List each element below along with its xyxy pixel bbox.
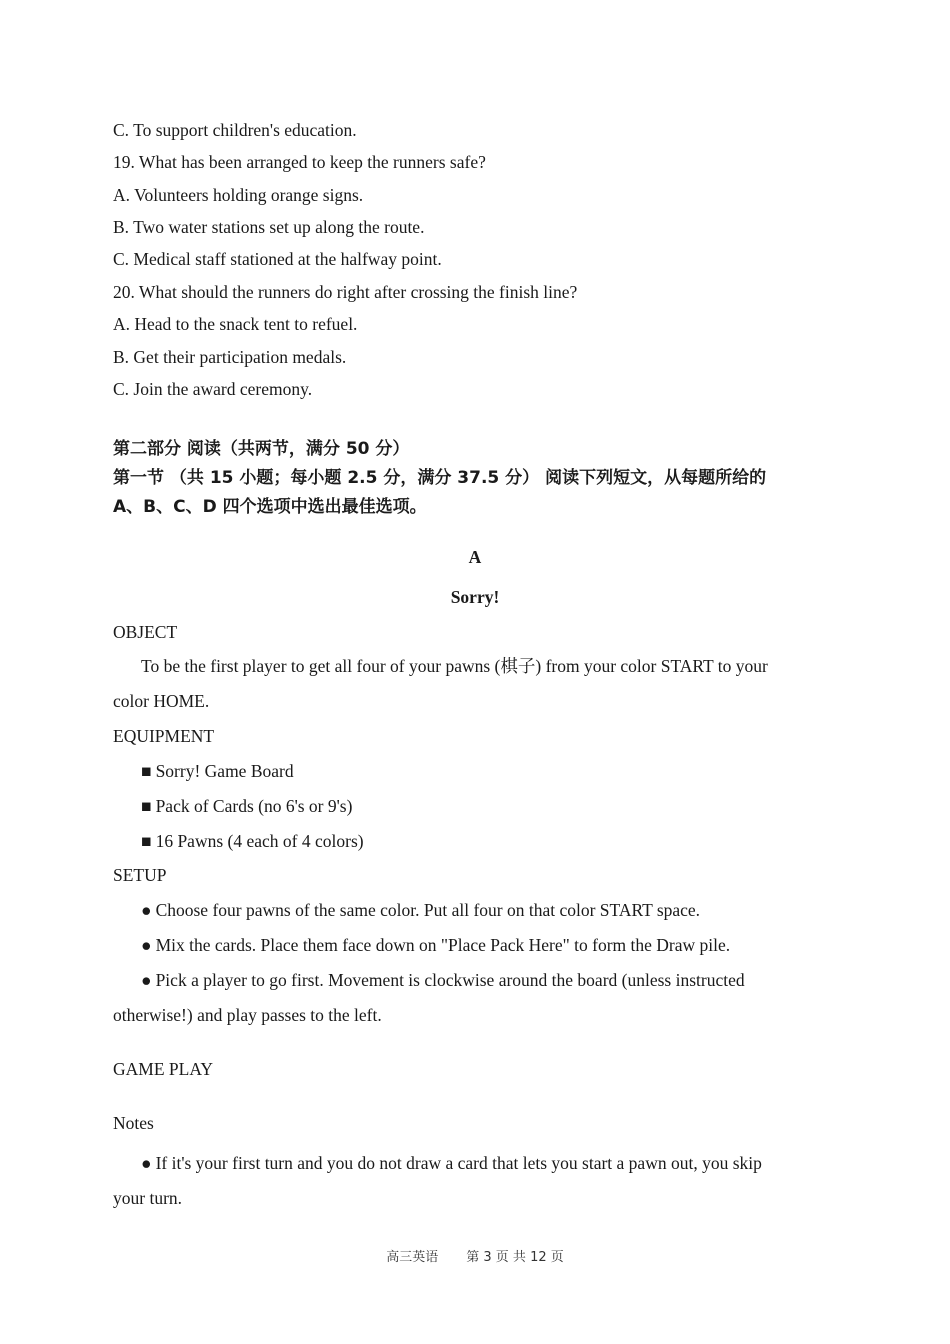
passage-title: Sorry! <box>450 587 500 607</box>
equipment-item-text: Sorry! Game Board <box>155 761 294 781</box>
setup-item-text: Pick a player to go first. Movement is clockwise around the board (unless instructed <box>155 970 745 990</box>
option-18-c: C. To support children's education. <box>113 120 357 140</box>
page-footer <box>0 1246 950 1265</box>
option-19-c: C. Medical staff stationed at the halfway point. <box>113 249 442 269</box>
note-item-cont: your turn. <box>113 1188 183 1208</box>
round-bullet-icon: ● <box>141 935 152 955</box>
section-one-instructions: 第一节 （共 15 小题；每小题 2.5 分，满分 37.5 分） 阅读下列短文，从每题所给的 <box>113 468 767 488</box>
footer-page-info: 第 3 页 共 12 页 <box>466 1250 564 1265</box>
setup-item <box>141 934 730 956</box>
question-19: 19. What has been arranged to keep the runners safe? <box>113 152 486 172</box>
round-bullet-icon: ● <box>141 970 152 990</box>
note-item <box>141 1152 836 1174</box>
round-bullet-icon: ● <box>141 900 152 920</box>
question-20: 20. What should the runners do right after crossing the finish line? <box>113 282 578 302</box>
setup-item-text: Choose four pawns of the same color. Put all four on that color START space. <box>155 900 701 920</box>
equipment-item <box>141 795 352 817</box>
square-bullet-icon: ■ <box>141 831 152 851</box>
footer-subject: 高三英语 <box>386 1250 439 1265</box>
setup-item <box>141 899 700 921</box>
equipment-heading: EQUIPMENT <box>113 726 215 746</box>
option-19-a: A. Volunteers holding orange signs. <box>113 185 364 205</box>
option-20-c: C. Join the award ceremony. <box>113 379 313 399</box>
equipment-item <box>141 830 364 852</box>
object-text-line1: To be the first player to get all four of your pawns (棋子) from your color START to your <box>141 656 768 676</box>
setup-item-text: Mix the cards. Place them face down on "Place Pack Here" to form the Draw pile. <box>155 935 731 955</box>
notes-heading: Notes <box>113 1113 154 1133</box>
square-bullet-icon: ■ <box>141 761 152 781</box>
object-text-line2: color HOME. <box>113 691 210 711</box>
part-two-title: 第二部分 阅读（共两节，满分 50 分） <box>113 439 410 459</box>
round-bullet-icon: ● <box>141 1153 152 1173</box>
equipment-item-text: 16 Pawns (4 each of 4 colors) <box>155 831 364 851</box>
section-one-instructions-cont: A、B、C、D 四个选项中选出最佳选项。 <box>113 497 427 517</box>
option-20-a: A. Head to the snack tent to refuel. <box>113 314 358 334</box>
option-19-b: B. Two water stations set up along the route. <box>113 217 425 237</box>
equipment-item-text: Pack of Cards (no 6's or 9's) <box>155 796 353 816</box>
equipment-item <box>141 760 294 782</box>
object-heading: OBJECT <box>113 622 178 642</box>
setup-item-cont: otherwise!) and play passes to the left. <box>113 1005 382 1025</box>
gameplay-heading: GAME PLAY <box>113 1059 213 1079</box>
square-bullet-icon: ■ <box>141 796 152 816</box>
passage-label: A <box>468 547 482 567</box>
option-20-b: B. Get their participation medals. <box>113 347 347 367</box>
setup-heading: SETUP <box>113 865 167 885</box>
setup-item <box>141 969 836 991</box>
note-item-text: If it's your first turn and you do not draw a card that lets you start a pawn out, you skip <box>155 1153 762 1173</box>
